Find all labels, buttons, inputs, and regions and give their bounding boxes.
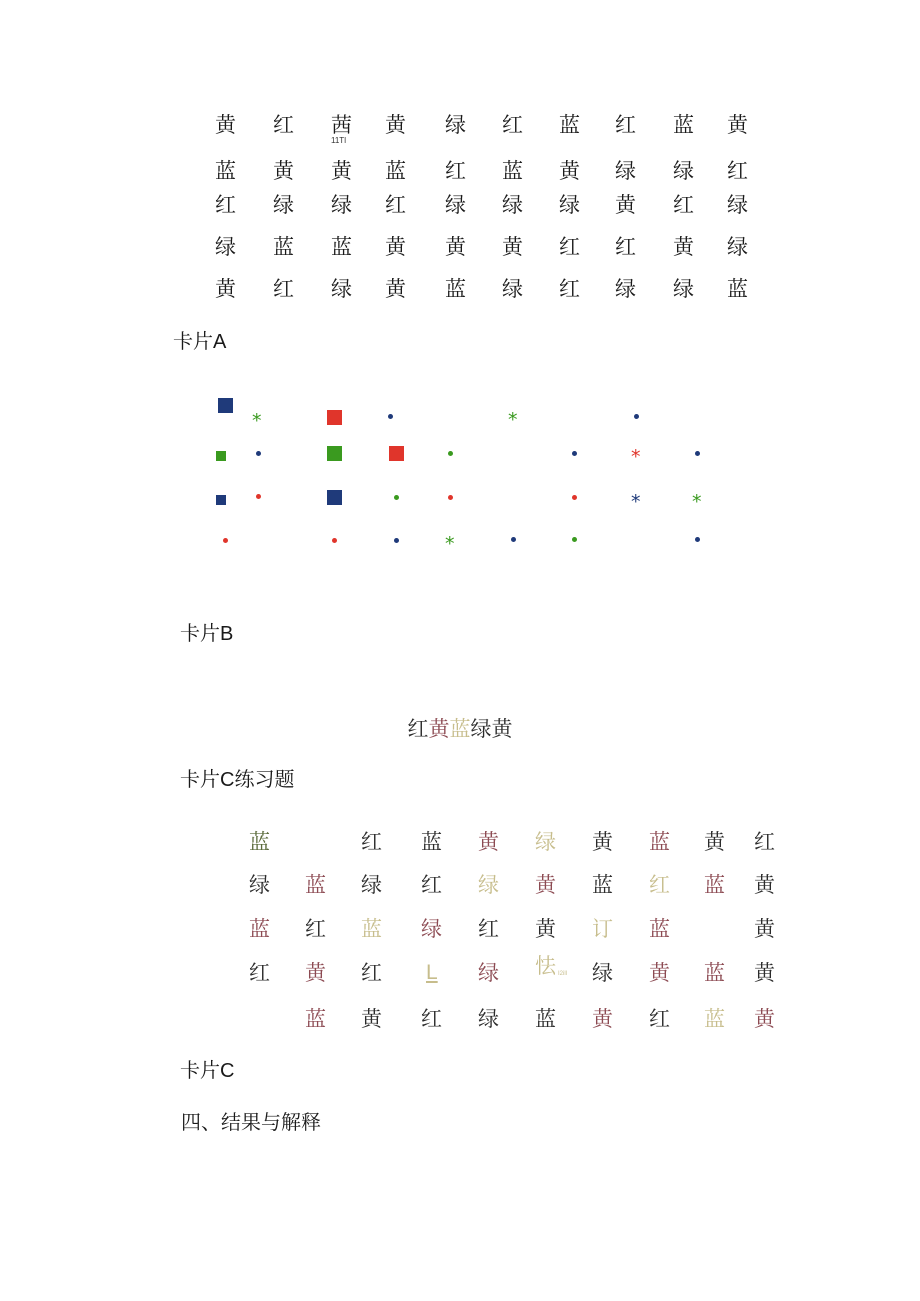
card-a-word: 绿: [727, 235, 748, 259]
blue-asterisk-symbol: *: [631, 491, 641, 513]
card-a-word: 红: [559, 277, 580, 301]
red-dot-symbol: [448, 495, 453, 500]
card-a-word: 黄: [273, 159, 294, 183]
section-heading: 四、结果与解释: [181, 1110, 321, 1134]
card-a-word: 蓝: [727, 277, 748, 301]
card-a-word: 红: [273, 113, 294, 137]
card-a-word: 黄: [215, 113, 236, 137]
card-c-word: 黄: [535, 917, 556, 941]
card-a-word: 蓝: [445, 277, 466, 301]
card-c-word: 黄: [592, 830, 613, 854]
card-a-word: 绿: [502, 193, 523, 217]
card-a-word: 红: [673, 193, 694, 217]
card-c-word: 红: [754, 830, 775, 854]
card-c-word: 蓝: [361, 917, 382, 941]
card-a-word: 绿: [273, 193, 294, 217]
blue-square-symbol: [218, 398, 233, 413]
card-a-word: 红: [615, 113, 636, 137]
green-square-symbol: [216, 451, 226, 461]
card-c-word: 黄: [754, 1007, 775, 1031]
card-c-word: 红: [249, 961, 270, 985]
card-c-stray-note: I2ill: [558, 971, 568, 977]
card-c-word: 绿: [592, 961, 613, 985]
card-a-word: 黄: [727, 113, 748, 137]
card-a-label: 卡片A: [173, 331, 227, 353]
card-a-word: 绿: [502, 277, 523, 301]
green-dot-symbol: [572, 537, 577, 542]
card-c-word: 红: [361, 961, 382, 985]
card-a-word: 黄: [385, 277, 406, 301]
practice-word: 绿: [470, 717, 492, 741]
card-a-word: 黄: [215, 277, 236, 301]
green-dot-symbol: [394, 495, 399, 500]
card-c-label: 卡片C: [180, 1060, 235, 1082]
blue-dot-symbol: [511, 537, 516, 542]
blue-dot-symbol: [388, 414, 393, 419]
practice-word: 蓝: [449, 717, 471, 741]
blue-dot-symbol: [634, 414, 639, 419]
card-a-word: 绿: [615, 159, 636, 183]
blue-square-symbol: [216, 495, 226, 505]
card-c-word: 蓝: [649, 917, 670, 941]
card-c-word: 绿: [421, 917, 442, 941]
card-a-word: 绿: [559, 193, 580, 217]
blue-square-symbol: [327, 490, 342, 505]
red-dot-symbol: [572, 495, 577, 500]
card-b-label: 卡片B: [180, 623, 234, 645]
red-dot-symbol: [256, 494, 261, 499]
card-c-word: 黄: [704, 830, 725, 854]
card-c-word: 蓝: [421, 830, 442, 854]
card-a-word: 茜: [331, 113, 352, 137]
card-c-word: 黄: [361, 1007, 382, 1031]
card-a-word: 绿: [445, 113, 466, 137]
red-asterisk-symbol: *: [631, 446, 641, 468]
card-a-word: 红: [215, 193, 236, 217]
card-a-word: 红: [385, 193, 406, 217]
card-a-word: 红: [615, 235, 636, 259]
card-c-word: 黄: [592, 1007, 613, 1031]
card-a-word: 黄: [502, 235, 523, 259]
card-a-word: 黄: [385, 113, 406, 137]
card-c-word: 红: [649, 1007, 670, 1031]
card-a-word: 红: [445, 159, 466, 183]
green-asterisk-symbol: *: [445, 533, 455, 555]
card-c-word: 蓝: [704, 1007, 725, 1031]
green-dot-symbol: [448, 451, 453, 456]
card-c-word: 蓝: [305, 873, 326, 897]
card-c-word: 蓝: [704, 961, 725, 985]
card-a-word: 黄: [445, 235, 466, 259]
card-a-word: 绿: [331, 277, 352, 301]
card-c-word: 蓝: [249, 830, 270, 854]
card-a-word: 蓝: [673, 113, 694, 137]
practice-word: 红: [407, 717, 429, 741]
card-a-word: 蓝: [331, 235, 352, 259]
card-a-word: 绿: [673, 159, 694, 183]
card-c-word: 蓝: [535, 1007, 556, 1031]
blue-dot-symbol: [695, 451, 700, 456]
card-c-word: 红: [361, 830, 382, 854]
practice-word: 黄: [428, 717, 450, 741]
card-a-word: 黄: [331, 159, 352, 183]
green-asterisk-symbol: *: [508, 409, 518, 431]
card-c-word: 红: [649, 873, 670, 897]
card-a-word: 绿: [727, 193, 748, 217]
card-c-word: 蓝: [249, 917, 270, 941]
card-a-word: 红: [502, 113, 523, 137]
card-a-word: 蓝: [385, 159, 406, 183]
card-c-word: 绿: [535, 830, 556, 854]
practice-label: 卡片C练习题: [180, 769, 295, 791]
card-c-word: 蓝: [704, 873, 725, 897]
card-c-word: 怯: [535, 954, 556, 978]
card-c-word: 黄: [754, 917, 775, 941]
card-c-word: 绿: [478, 873, 499, 897]
red-dot-symbol: [332, 538, 337, 543]
card-a-word: 蓝: [273, 235, 294, 259]
card-c-word: 红: [421, 873, 442, 897]
card-c-word: 红: [421, 1007, 442, 1031]
card-a-word: 红: [273, 277, 294, 301]
card-c-word: 黄: [535, 873, 556, 897]
card-c-word: 红: [478, 917, 499, 941]
blue-dot-symbol: [256, 451, 261, 456]
card-a-small-note: 11Tl: [331, 136, 346, 145]
card-c-word: 绿: [361, 873, 382, 897]
card-c-word: 黄: [305, 961, 326, 985]
card-a-word: 蓝: [502, 159, 523, 183]
green-square-symbol: [327, 446, 342, 461]
blue-dot-symbol: [695, 537, 700, 542]
card-a-word: 蓝: [559, 113, 580, 137]
card-c-word: 蓝: [305, 1007, 326, 1031]
red-square-symbol: [327, 410, 342, 425]
card-a-word: 红: [559, 235, 580, 259]
card-a-word: 黄: [385, 235, 406, 259]
card-c-word: 黄: [754, 961, 775, 985]
card-a-word: 绿: [673, 277, 694, 301]
card-c-word: 黄: [478, 830, 499, 854]
red-dot-symbol: [223, 538, 228, 543]
card-a-word: 黄: [559, 159, 580, 183]
card-c-word: 红: [305, 917, 326, 941]
card-c-word: 绿: [478, 961, 499, 985]
card-c-word: 订: [592, 917, 613, 941]
card-a-word: 蓝: [215, 159, 236, 183]
green-asterisk-symbol: *: [692, 491, 702, 513]
card-c-word: 绿: [249, 873, 270, 897]
card-c-word: 蓝: [592, 873, 613, 897]
card-c-word: 黄: [754, 873, 775, 897]
practice-word: 黄: [491, 717, 513, 741]
blue-dot-symbol: [394, 538, 399, 543]
card-a-word: 黄: [673, 235, 694, 259]
red-square-symbol: [389, 446, 404, 461]
green-asterisk-symbol: *: [252, 410, 262, 432]
card-a-word: 黄: [615, 193, 636, 217]
card-c-word: 黄: [649, 961, 670, 985]
blue-dot-symbol: [572, 451, 577, 456]
card-a-word: 绿: [615, 277, 636, 301]
card-a-word: 绿: [215, 235, 236, 259]
card-c-word: 蓝: [649, 830, 670, 854]
card-a-word: 绿: [445, 193, 466, 217]
card-c-word: 绿: [478, 1007, 499, 1031]
card-c-word: L: [426, 961, 438, 984]
practice-color-words: [0, 717, 920, 741]
card-a-word: 红: [727, 159, 748, 183]
card-a-word: 绿: [331, 193, 352, 217]
